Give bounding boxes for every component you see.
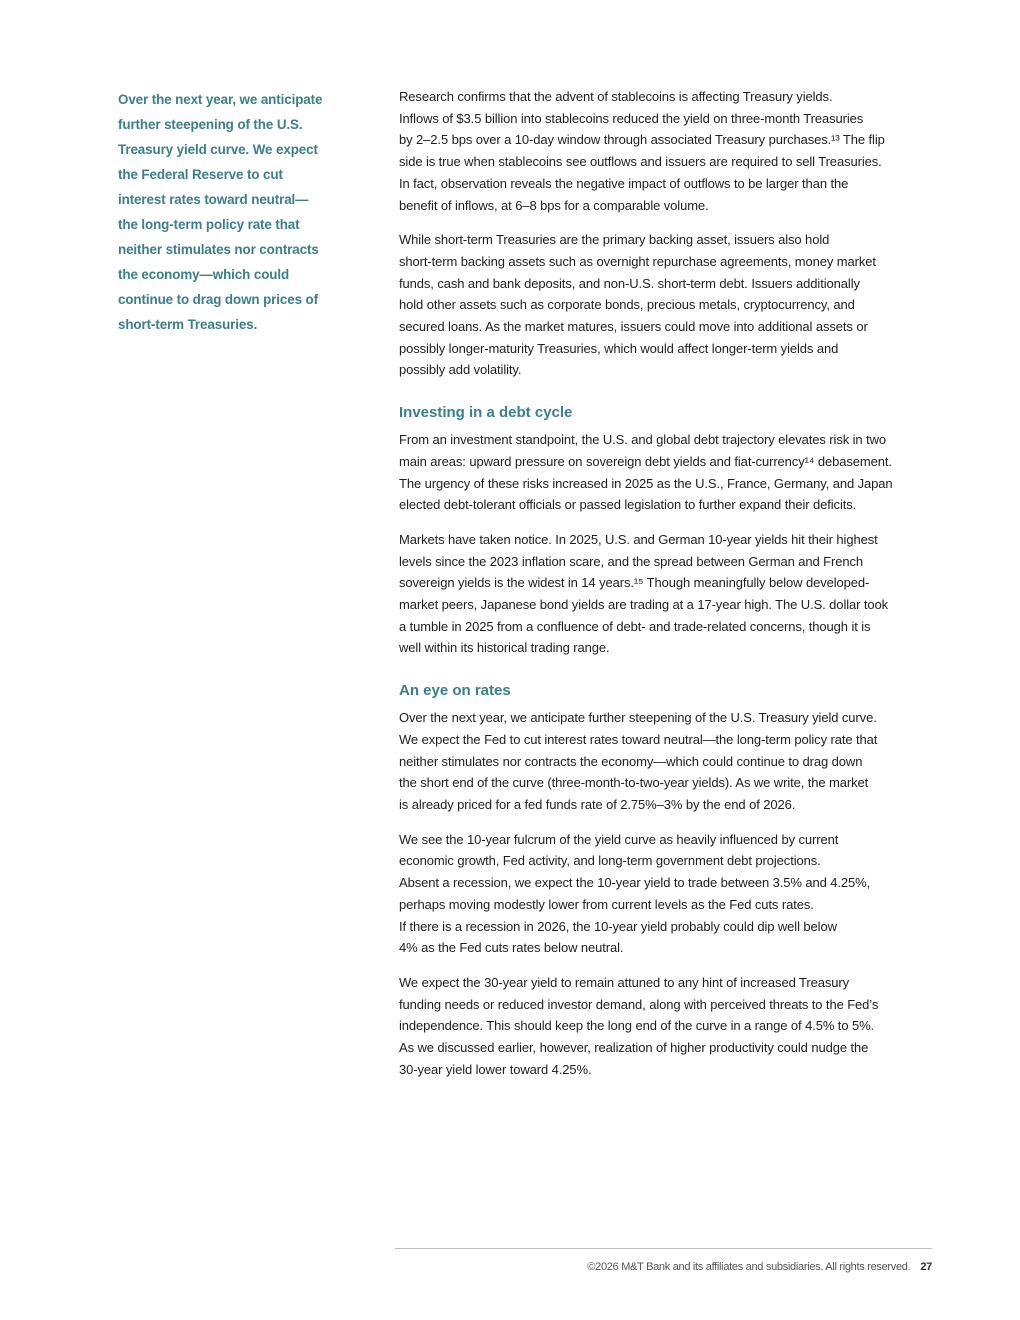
paragraph-line: benefit of inflows, at 6–8 bps for a comparable volume.	[399, 197, 709, 213]
pull-quote-line: continue to drag down prices of	[118, 292, 318, 307]
paragraph	[399, 529, 939, 659]
paragraph-line: perhaps moving modestly lower from current levels as the Fed cuts rates.	[399, 896, 814, 912]
pull-quote-line: neither stimulates nor contracts	[118, 242, 319, 257]
paragraph-line: In fact, observation reveals the negative impact of outflows to be larger than the	[399, 175, 849, 191]
paragraph-line: funding needs or reduced investor demand, along with perceived threats to the Fed’s	[399, 996, 879, 1012]
paragraph-line: possibly longer-maturity Treasuries, which would affect longer-term yields and	[399, 340, 839, 356]
paragraph-line: a tumble in 2025 from a confluence of debt- and trade-related concerns, though it is	[399, 618, 871, 634]
pull-quote	[118, 87, 358, 337]
paragraph-line: market peers, Japanese bond yields are trading at a 17-year high. The U.S. dollar took	[399, 597, 889, 613]
paragraph-line: well within its historical trading range.	[399, 640, 610, 656]
paragraph-line: As we discussed earlier, however, realization of higher productivity could nudge the	[399, 1040, 869, 1056]
paragraph-line: economic growth, Fed activity, and long-term government debt projections.	[399, 853, 821, 869]
paragraph-line: funds, cash and bank deposits, and non-U.S. short-term debt. Issuers additionally	[399, 275, 860, 291]
paragraph-line: main areas: upward pressure on sovereign debt yields and fiat-currency¹⁴ debasement.	[399, 453, 892, 469]
paragraph-line: Inflows of $3.5 billion into stablecoins reduced the yield on three-month Treasuries	[399, 110, 864, 126]
pull-quote-line: the Federal Reserve to cut	[118, 167, 283, 182]
page-number: 27	[920, 1261, 932, 1273]
paragraph-line: We expect the Fed to cut interest rates toward neutral—the long-term policy rate that	[399, 731, 878, 747]
paragraph-line: Research confirms that the advent of stablecoins is affecting Treasury yields.	[399, 89, 833, 104]
paragraph	[399, 829, 939, 959]
footer	[587, 1261, 932, 1273]
pull-quote-line: Over the next year, we anticipate	[118, 92, 323, 107]
paragraph	[399, 229, 939, 381]
copyright-text: ©2026 M&T Bank and its affiliates and subsidiaries. All rights reserved.	[587, 1261, 911, 1273]
section-heading: Investing in a debt cycle	[399, 404, 573, 422]
main-content	[399, 86, 939, 1093]
paragraph-line: secured loans. As the market matures, issuers could move into additional assets or	[399, 319, 868, 335]
paragraph-line: neither stimulates nor contracts the economy—which could continue to drag down	[399, 753, 863, 769]
section-heading: An eye on rates	[399, 682, 511, 700]
pull-quote-line: short-term Treasuries.	[118, 317, 258, 332]
pull-quote-line: interest rates toward neutral—	[118, 192, 309, 207]
paragraph-line: We expect the 30-year yield to remain attuned to any hint of increased Treasury	[399, 974, 850, 990]
paragraph-line: While short-term Treasuries are the primary backing asset, issuers also hold	[399, 232, 830, 248]
paragraph-line: Absent a recession, we expect the 10-year yield to trade between 3.5% and 4.25%,	[399, 875, 871, 891]
pull-quote-line: Treasury yield curve. We expect	[118, 142, 318, 157]
paragraph-line: possibly add volatility.	[399, 362, 522, 378]
paragraph-line: Over the next year, we anticipate further steepening of the U.S. Treasury yield curve.	[399, 710, 877, 726]
paragraph-line: short-term backing assets such as overnight repurchase agreements, money market	[399, 253, 876, 269]
paragraph-line: side is true when stablecoins see outflows and issuers are required to sell Treasuries.	[399, 154, 882, 170]
paragraph-line: Markets have taken notice. In 2025, U.S. and German 10-year yields hit their highest	[399, 531, 878, 547]
paragraph-line: by 2–2.5 bps over a 10-day window through associated Treasury purchases.¹³ The flip	[399, 132, 885, 148]
paragraph-line: is already priced for a fed funds rate of 2.75%–3% by the end of 2026.	[399, 796, 796, 812]
pull-quote-line: the economy—which could	[118, 267, 290, 282]
paragraph-line: If there is a recession in 2026, the 10-year yield probably could dip well below	[399, 918, 837, 934]
paragraph-line: 4% as the Fed cuts rates below neutral.	[399, 940, 624, 956]
paragraph-line: We see the 10-year fulcrum of the yield curve as heavily influenced by current	[399, 831, 839, 847]
pull-quote-line: further steepening of the U.S.	[118, 117, 303, 132]
paragraph-line: independence. This should keep the long end of the curve in a range of 4.5% to 5%.	[399, 1018, 875, 1034]
paragraph	[399, 707, 939, 816]
footer-divider	[395, 1248, 932, 1249]
paragraph-line: the short end of the curve (three-month-to-two-year yields). As we write, the market	[399, 775, 869, 791]
paragraph-line: sovereign yields is the widest in 14 years.¹⁵ Though meaningfully below developed-	[399, 575, 870, 591]
paragraph	[399, 86, 939, 216]
paragraph	[399, 972, 939, 1081]
pull-quote-line: the long-term policy rate that	[118, 217, 300, 232]
paragraph-line: elected debt-tolerant officials or passed legislation to further expand their deficits.	[399, 497, 857, 513]
paragraph-line: 30-year yield lower toward 4.25%.	[399, 1061, 592, 1077]
paragraph-line: The urgency of these risks increased in 2025 as the U.S., France, Germany, and Japan	[399, 475, 893, 491]
paragraph	[399, 429, 939, 516]
paragraph-line: From an investment standpoint, the U.S. and global debt trajectory elevates risk in two	[399, 432, 886, 448]
paragraph-line: hold other assets such as corporate bonds, precious metals, cryptocurrency, and	[399, 297, 855, 313]
paragraph-line: levels since the 2023 inflation scare, and the spread between German and French	[399, 553, 863, 569]
